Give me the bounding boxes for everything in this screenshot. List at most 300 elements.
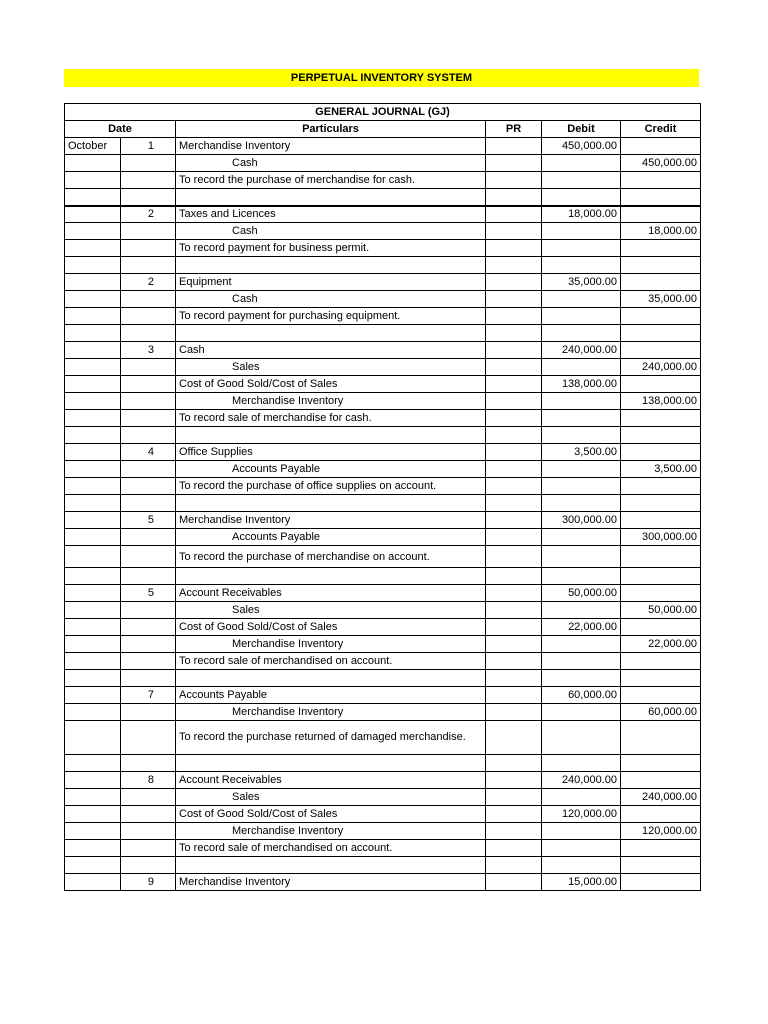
credit-account: Merchandise Inventory <box>176 393 486 410</box>
empty-cell <box>65 568 121 585</box>
empty-cell <box>621 342 701 359</box>
empty-cell <box>486 823 542 840</box>
empty-cell <box>486 687 542 704</box>
empty-cell <box>542 636 621 653</box>
empty-cell <box>65 376 121 393</box>
empty-cell <box>486 274 542 291</box>
empty-cell <box>121 410 176 427</box>
empty-cell <box>486 223 542 240</box>
credit-amount: 60,000.00 <box>621 704 701 721</box>
credit-account: Merchandise Inventory <box>176 823 486 840</box>
empty-cell <box>542 461 621 478</box>
empty-cell <box>176 495 486 512</box>
day-cell: 8 <box>121 772 176 789</box>
table-row <box>65 840 701 857</box>
table-row <box>65 823 701 840</box>
journal-name: GENERAL JOURNAL (GJ) <box>65 104 701 121</box>
empty-cell <box>621 687 701 704</box>
credit-amount: 50,000.00 <box>621 602 701 619</box>
empty-cell <box>486 427 542 444</box>
empty-cell <box>621 806 701 823</box>
empty-cell <box>121 359 176 376</box>
empty-cell <box>486 874 542 891</box>
table-row <box>65 461 701 478</box>
table-row <box>65 359 701 376</box>
debit-account: Merchandise Inventory <box>176 874 486 891</box>
table-row <box>65 495 701 512</box>
table-row <box>65 308 701 325</box>
empty-cell <box>65 206 121 223</box>
table-row <box>65 670 701 687</box>
empty-cell <box>121 223 176 240</box>
debit-amount: 35,000.00 <box>542 274 621 291</box>
empty-cell <box>542 410 621 427</box>
table-row <box>65 602 701 619</box>
debit-amount: 240,000.00 <box>542 342 621 359</box>
empty-cell <box>121 291 176 308</box>
debit-account: Cost of Good Sold/Cost of Sales <box>176 376 486 393</box>
credit-amount: 450,000.00 <box>621 155 701 172</box>
empty-cell <box>176 857 486 874</box>
table-row <box>65 376 701 393</box>
empty-cell <box>121 857 176 874</box>
credit-amount: 300,000.00 <box>621 529 701 546</box>
empty-cell <box>486 308 542 325</box>
empty-cell <box>542 359 621 376</box>
credit-account: Cash <box>176 291 486 308</box>
explanation: To record the purchase of merchandise for cash. <box>176 172 486 189</box>
empty-cell <box>486 393 542 410</box>
empty-cell <box>621 240 701 257</box>
empty-cell <box>486 172 542 189</box>
empty-cell <box>486 410 542 427</box>
table-row <box>65 772 701 789</box>
credit-amount: 120,000.00 <box>621 823 701 840</box>
empty-cell <box>486 670 542 687</box>
credit-account: Cash <box>176 155 486 172</box>
credit-amount: 240,000.00 <box>621 789 701 806</box>
day-cell: 5 <box>121 585 176 602</box>
empty-cell <box>65 755 121 772</box>
empty-cell <box>121 257 176 274</box>
empty-cell <box>542 653 621 670</box>
empty-cell <box>176 427 486 444</box>
explanation: To record payment for purchasing equipment. <box>176 308 486 325</box>
empty-cell <box>621 857 701 874</box>
empty-cell <box>542 291 621 308</box>
empty-cell <box>486 755 542 772</box>
empty-cell <box>621 325 701 342</box>
document-title: PERPETUAL INVENTORY SYSTEM <box>64 69 699 87</box>
empty-cell <box>486 444 542 461</box>
empty-cell <box>486 376 542 393</box>
empty-cell <box>65 342 121 359</box>
empty-cell <box>65 585 121 602</box>
empty-cell <box>121 755 176 772</box>
empty-cell <box>542 478 621 495</box>
empty-cell <box>542 427 621 444</box>
empty-cell <box>621 568 701 585</box>
empty-cell <box>65 427 121 444</box>
table-row <box>65 325 701 342</box>
empty-cell <box>65 308 121 325</box>
empty-cell <box>542 704 621 721</box>
day-cell: 2 <box>121 206 176 223</box>
empty-cell <box>542 325 621 342</box>
empty-cell <box>486 857 542 874</box>
table-row <box>65 478 701 495</box>
empty-cell <box>121 704 176 721</box>
empty-cell <box>486 359 542 376</box>
empty-cell <box>542 755 621 772</box>
table-row <box>65 104 701 121</box>
empty-cell <box>121 823 176 840</box>
empty-cell <box>621 308 701 325</box>
debit-amount: 138,000.00 <box>542 376 621 393</box>
empty-cell <box>65 495 121 512</box>
table-row <box>65 529 701 546</box>
empty-cell <box>486 585 542 602</box>
empty-cell <box>486 772 542 789</box>
header-credit: Credit <box>621 121 701 138</box>
empty-cell <box>542 189 621 206</box>
empty-cell <box>65 721 121 755</box>
empty-cell <box>121 308 176 325</box>
empty-cell <box>542 172 621 189</box>
empty-cell <box>65 155 121 172</box>
debit-account: Cash <box>176 342 486 359</box>
empty-cell <box>486 325 542 342</box>
empty-cell <box>65 653 121 670</box>
empty-cell <box>486 155 542 172</box>
empty-cell <box>121 325 176 342</box>
credit-amount: 35,000.00 <box>621 291 701 308</box>
empty-cell <box>65 806 121 823</box>
table-row <box>65 274 701 291</box>
empty-cell <box>486 138 542 155</box>
empty-cell <box>121 240 176 257</box>
explanation: To record sale of merchandise for cash. <box>176 410 486 427</box>
table-row <box>65 755 701 772</box>
empty-cell <box>176 189 486 206</box>
empty-cell <box>121 529 176 546</box>
debit-account: Taxes and Licences <box>176 206 486 223</box>
empty-cell <box>65 461 121 478</box>
empty-cell <box>65 257 121 274</box>
empty-cell <box>621 410 701 427</box>
credit-account: Sales <box>176 602 486 619</box>
credit-account: Accounts Payable <box>176 461 486 478</box>
debit-account: Merchandise Inventory <box>176 512 486 529</box>
month-cell: October <box>65 138 121 155</box>
credit-account: Sales <box>176 359 486 376</box>
empty-cell <box>542 223 621 240</box>
header-date: Date <box>65 121 176 138</box>
empty-cell <box>621 444 701 461</box>
empty-cell <box>486 291 542 308</box>
empty-cell <box>486 840 542 857</box>
table-row <box>65 704 701 721</box>
table-row <box>65 342 701 359</box>
credit-account: Accounts Payable <box>176 529 486 546</box>
empty-cell <box>65 189 121 206</box>
empty-cell <box>486 704 542 721</box>
empty-cell <box>542 568 621 585</box>
empty-cell <box>486 568 542 585</box>
debit-amount: 240,000.00 <box>542 772 621 789</box>
empty-cell <box>621 206 701 223</box>
empty-cell <box>621 585 701 602</box>
empty-cell <box>621 619 701 636</box>
empty-cell <box>121 172 176 189</box>
table-row <box>65 121 701 138</box>
table-row <box>65 138 701 155</box>
explanation: To record the purchase of merchandise on account. <box>176 546 486 568</box>
table-row <box>65 636 701 653</box>
empty-cell <box>621 274 701 291</box>
credit-account: Cash <box>176 223 486 240</box>
empty-cell <box>65 410 121 427</box>
debit-account: Account Receivables <box>176 585 486 602</box>
empty-cell <box>486 806 542 823</box>
empty-cell <box>176 755 486 772</box>
debit-account: Office Supplies <box>176 444 486 461</box>
table-row <box>65 189 701 206</box>
credit-amount: 240,000.00 <box>621 359 701 376</box>
debit-account: Account Receivables <box>176 772 486 789</box>
table-row <box>65 172 701 189</box>
empty-cell <box>542 529 621 546</box>
empty-cell <box>121 155 176 172</box>
empty-cell <box>542 393 621 410</box>
empty-cell <box>542 823 621 840</box>
empty-cell <box>542 840 621 857</box>
empty-cell <box>542 308 621 325</box>
debit-amount: 22,000.00 <box>542 619 621 636</box>
empty-cell <box>65 636 121 653</box>
table-row <box>65 427 701 444</box>
empty-cell <box>65 223 121 240</box>
explanation: To record the purchase returned of damaged merchandise. <box>176 721 486 755</box>
day-cell: 9 <box>121 874 176 891</box>
day-cell <box>121 806 176 823</box>
table-row <box>65 546 701 568</box>
table-row <box>65 257 701 274</box>
empty-cell <box>542 602 621 619</box>
table-row <box>65 619 701 636</box>
empty-cell <box>121 461 176 478</box>
empty-cell <box>486 478 542 495</box>
empty-cell <box>65 393 121 410</box>
credit-amount: 22,000.00 <box>621 636 701 653</box>
empty-cell <box>621 670 701 687</box>
explanation: To record sale of merchandised on account. <box>176 653 486 670</box>
empty-cell <box>65 789 121 806</box>
empty-cell <box>121 721 176 755</box>
empty-cell <box>65 772 121 789</box>
empty-cell <box>542 670 621 687</box>
empty-cell <box>65 478 121 495</box>
empty-cell <box>65 529 121 546</box>
empty-cell <box>486 721 542 755</box>
empty-cell <box>542 789 621 806</box>
credit-amount: 18,000.00 <box>621 223 701 240</box>
empty-cell <box>65 619 121 636</box>
empty-cell <box>486 636 542 653</box>
empty-cell <box>486 240 542 257</box>
empty-cell <box>65 291 121 308</box>
table-row <box>65 568 701 585</box>
empty-cell <box>621 512 701 529</box>
empty-cell <box>121 840 176 857</box>
empty-cell <box>621 427 701 444</box>
day-cell: 3 <box>121 342 176 359</box>
debit-account: Cost of Good Sold/Cost of Sales <box>176 806 486 823</box>
empty-cell <box>65 274 121 291</box>
day-cell: 4 <box>121 444 176 461</box>
header-debit: Debit <box>542 121 621 138</box>
empty-cell <box>121 789 176 806</box>
table-row <box>65 206 701 223</box>
debit-amount: 300,000.00 <box>542 512 621 529</box>
empty-cell <box>65 325 121 342</box>
empty-cell <box>542 857 621 874</box>
empty-cell <box>176 568 486 585</box>
table-row <box>65 806 701 823</box>
empty-cell <box>621 772 701 789</box>
empty-cell <box>65 444 121 461</box>
empty-cell <box>486 653 542 670</box>
empty-cell <box>621 755 701 772</box>
empty-cell <box>65 840 121 857</box>
empty-cell <box>621 189 701 206</box>
empty-cell <box>65 546 121 568</box>
table-row <box>65 155 701 172</box>
empty-cell <box>621 653 701 670</box>
empty-cell <box>121 670 176 687</box>
empty-cell <box>621 840 701 857</box>
empty-cell <box>486 789 542 806</box>
empty-cell <box>121 189 176 206</box>
empty-cell <box>121 546 176 568</box>
table-row <box>65 721 701 755</box>
empty-cell <box>621 138 701 155</box>
table-row <box>65 444 701 461</box>
table-row <box>65 240 701 257</box>
general-journal-table <box>64 103 701 891</box>
debit-account: Merchandise Inventory <box>176 138 486 155</box>
empty-cell <box>176 670 486 687</box>
table-row <box>65 291 701 308</box>
empty-cell <box>621 172 701 189</box>
empty-cell <box>486 546 542 568</box>
empty-cell <box>486 495 542 512</box>
credit-account: Merchandise Inventory <box>176 636 486 653</box>
debit-account: Equipment <box>176 274 486 291</box>
debit-amount: 60,000.00 <box>542 687 621 704</box>
empty-cell <box>486 512 542 529</box>
empty-cell <box>121 495 176 512</box>
empty-cell <box>542 155 621 172</box>
credit-account: Sales <box>176 789 486 806</box>
empty-cell <box>65 874 121 891</box>
empty-cell <box>486 529 542 546</box>
table-row <box>65 410 701 427</box>
table-row <box>65 789 701 806</box>
debit-amount: 50,000.00 <box>542 585 621 602</box>
empty-cell <box>176 325 486 342</box>
empty-cell <box>486 461 542 478</box>
empty-cell <box>621 478 701 495</box>
empty-cell <box>121 393 176 410</box>
day-cell <box>121 376 176 393</box>
credit-amount: 3,500.00 <box>621 461 701 478</box>
table-row <box>65 687 701 704</box>
empty-cell <box>542 240 621 257</box>
empty-cell <box>486 619 542 636</box>
empty-cell <box>621 257 701 274</box>
table-row <box>65 585 701 602</box>
debit-account: Accounts Payable <box>176 687 486 704</box>
debit-amount: 18,000.00 <box>542 206 621 223</box>
explanation: To record the purchase of office supplies on account. <box>176 478 486 495</box>
empty-cell <box>486 206 542 223</box>
empty-cell <box>65 602 121 619</box>
empty-cell <box>121 427 176 444</box>
empty-cell <box>486 602 542 619</box>
table-row <box>65 393 701 410</box>
empty-cell <box>486 189 542 206</box>
empty-cell <box>65 240 121 257</box>
debit-account: Cost of Good Sold/Cost of Sales <box>176 619 486 636</box>
header-particulars: Particulars <box>176 121 486 138</box>
explanation: To record sale of merchandised on account. <box>176 840 486 857</box>
empty-cell <box>65 670 121 687</box>
empty-cell <box>621 376 701 393</box>
empty-cell <box>65 857 121 874</box>
empty-cell <box>121 568 176 585</box>
empty-cell <box>486 257 542 274</box>
empty-cell <box>621 721 701 755</box>
day-cell: 1 <box>121 138 176 155</box>
debit-amount: 15,000.00 <box>542 874 621 891</box>
empty-cell <box>542 495 621 512</box>
empty-cell <box>121 653 176 670</box>
empty-cell <box>621 874 701 891</box>
table-row <box>65 653 701 670</box>
empty-cell <box>176 257 486 274</box>
table-row <box>65 223 701 240</box>
header-pr: PR <box>486 121 542 138</box>
empty-cell <box>65 704 121 721</box>
debit-amount: 120,000.00 <box>542 806 621 823</box>
empty-cell <box>121 478 176 495</box>
table-row <box>65 512 701 529</box>
day-cell: 2 <box>121 274 176 291</box>
table-row <box>65 857 701 874</box>
credit-amount: 138,000.00 <box>621 393 701 410</box>
credit-account: Merchandise Inventory <box>176 704 486 721</box>
explanation: To record payment for business permit. <box>176 240 486 257</box>
empty-cell <box>486 342 542 359</box>
table-row <box>65 874 701 891</box>
day-cell: 7 <box>121 687 176 704</box>
debit-amount: 450,000.00 <box>542 138 621 155</box>
empty-cell <box>65 687 121 704</box>
empty-cell <box>121 636 176 653</box>
day-cell <box>121 619 176 636</box>
empty-cell <box>621 546 701 568</box>
